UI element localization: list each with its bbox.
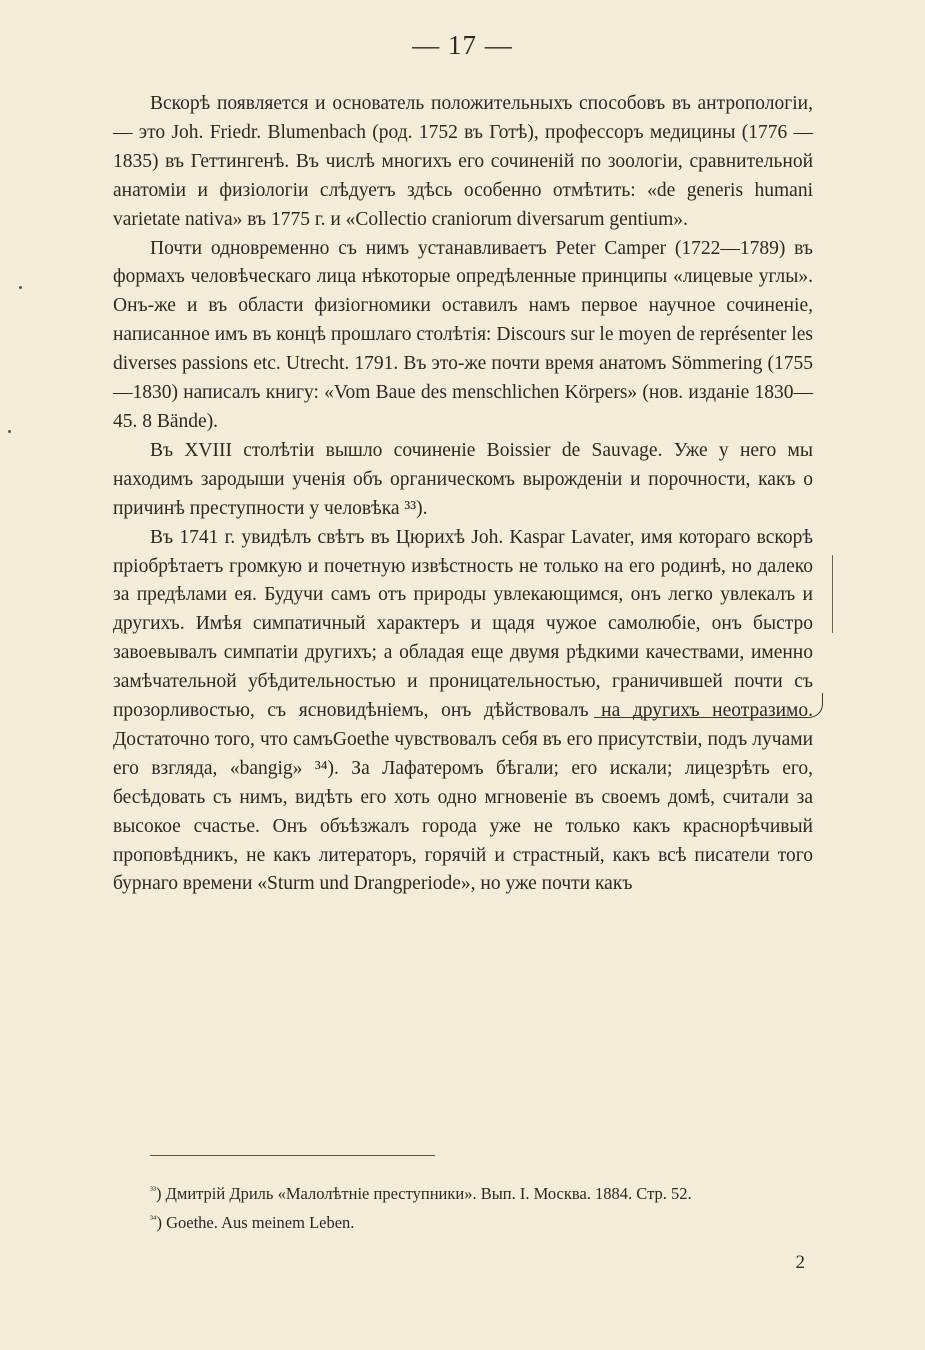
page-number: — 17 — [412,30,513,60]
margin-speck [8,430,11,433]
footnote-33-text: ) Дмитрій Дриль «Малолѣтніе преступники». Вып. I. Москва. 1884. Стр. 52. [156,1184,692,1203]
paragraph-lavater: Въ 1741 г. увидѣлъ свѣтъ въ Цюрихѣ Joh. Kaspar Lavater, имя котораго вскорѣ пріобрѣтаетъ громкую и почетную извѣстность не только на его родинѣ, но далеко за предѣлами ея. Будучи самъ отъ природы увлекающимся, онъ легко увлекалъ и другихъ. Имѣя симпатичный характеръ и щадя чужое самолюбіе, онъ быстро завоевывалъ симпатіи другихъ; а обладая еще двумя рѣдкими качествами, именно замѣчательной убѣдительностью и проницательностью, граничившей почти съ прозорливостью, съ ясновидѣніемъ, онъ дѣйствовалъ на другихъ неотразимо. Достаточно того, что самъGoethe чувствовалъ себя въ его присутствіи, подъ лучами его взгляда, «bangig» ³⁴). За Лафатеромъ бѣгали; его искали; лицезрѣть его, бесѣдовать съ нимъ, видѣть его хоть одно мгновеніе въ своемъ домѣ, считали за высокое счастье. Онъ объѣзжалъ города уже не только какъ краснорѣчивый проповѣдникъ, не какъ литераторъ, горячій и страстный, какъ всѣ писатели того бурнаго времени «Sturm und Drangperiode», но уже почти какъ [113,526,813,895]
paragraph-camper: Почти одновременно съ нимъ устанавливаетъ Peter Camper (1722—1789) въ формахъ человѣческаго лица нѣкоторые опредѣленные принципы «лицевые углы». Онъ-же и въ области физіогномики оставилъ намъ первое научное сочиненіе, написанное имъ въ концѣ прошлаго столѣтія: Discours sur le moyen de représenter les diverses passions etc. Utrecht. 1791. Въ это-же почти время анатомъ Sömmering (1755—1830) написалъ книгу: «Vom Baue des menschlichen Körpers» (нов. изданіе 1830—45. 8 Bände). [113,237,813,432]
margin-speck [19,286,22,289]
paragraph-blumenbach: Вскорѣ появляется и основатель положительныхъ способовъ въ антропологіи, — это Joh. Friedr. Blumenbach (род. 1752 въ Готѣ), профессоръ медицины (1776 — 1835) въ Геттингенѣ. Въ числѣ многихъ его сочиненій по зоологіи, сравнительной анатоміи и физіологіи слѣдуетъ здѣсь особенно отмѣтить: «de generis humani varietate nativa» въ 1775 г. и «Collectio craniorum diversarum gentium». [113,93,813,230]
paragraph-boissier: Въ XVIII столѣтіи вышло сочиненіе Boissier de Sauvage. Уже у него мы находимъ зародыши ученія объ органическомъ вырожденіи и порочности, какъ о причинѣ преступности у человѣка ³³). [113,439,813,519]
footnote-rule [150,1155,435,1156]
margin-pencil-line [832,555,833,633]
footnote-34 [113,1207,813,1236]
footnote-34-mark: ³⁴ [150,1214,157,1225]
signature-mark: 2 [795,1252,805,1273]
footnote-33 [113,1178,813,1207]
footnote-34-text: ) Goethe. Aus meinem Leben. [156,1213,355,1232]
footnote-33-mark: ³³ [150,1185,156,1196]
body-text [113,90,813,899]
pencil-underline-mark [594,693,823,718]
footnotes [113,1178,813,1236]
